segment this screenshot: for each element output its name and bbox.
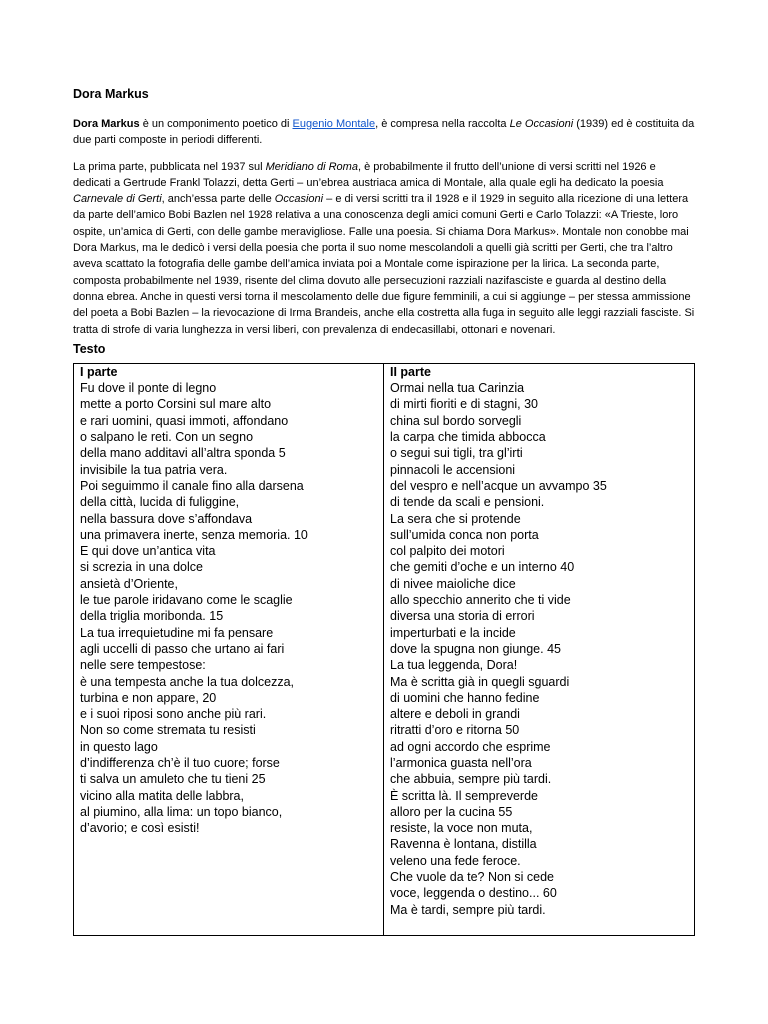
verse-line: ansietà d’Oriente, bbox=[80, 576, 178, 591]
verse-line: di nivee maioliche dice bbox=[390, 576, 516, 591]
verse-line: ti salva un amuleto che tu tieni 25 bbox=[80, 772, 266, 787]
verse-line: La tua irrequietudine mi fa pensare bbox=[80, 625, 274, 640]
verse-line: di tende da scali e pensioni. bbox=[390, 495, 545, 510]
verse-line: china sul bordo sorvegli bbox=[390, 413, 522, 428]
verse-line: sull’umida conca non porta bbox=[390, 527, 539, 542]
verse-line: Ma è tardi, sempre più tardi. bbox=[390, 902, 546, 917]
history-text-1: La prima parte, pubblicata nel 1937 sul bbox=[73, 160, 266, 173]
verse-line: della triglia moribonda. 15 bbox=[80, 609, 224, 624]
part2-heading: II parte bbox=[390, 364, 431, 379]
verse-line: Ravenna è lontana, distilla bbox=[390, 837, 537, 852]
document-content bbox=[73, 86, 696, 936]
verse-line: Poi seguimmo il canale fino alla darsena bbox=[80, 478, 304, 493]
collection-title: Le Occasioni bbox=[509, 118, 574, 130]
verse-line: Ormai nella tua Carinzia bbox=[390, 381, 525, 396]
verse-line: turbina e non appare, 20 bbox=[80, 690, 217, 705]
page-title: Dora Markus bbox=[73, 87, 149, 101]
history-text-4: – e di versi scritti tra il 1928 e il 1929 in seguito alla ricezione di una lettera da parte dell’amico Bobi Bazlen nel 1928 relativa a una conoscenza degli amici comuni Gerti e Carlo Tolazzi: «A Trieste, loro ospite, un’amica di Gerti, con delle gambe meravigliose. Falle una poesia. Si chiama Dora Markus». Montale non conobbe mai Dora Markus, ma le dedicò i versi della poesia che porta il suo nome mescolandoli a quelli già scritti per Gerti, che tra l’altro aveva scattato la fotografia delle gambe dell’amica inviata poi a Montale come ispirazione per la lirica. La seconda parte, composta probabilmente nel 1939, risente del clima dovuto alle persecuzioni razziali nazifasciste e guarda al destino della donna ebrea. Anche in questi versi torna il mescolamento delle due figure femminili, a cui si aggiunge – per stessa ammissione del poeta a Bobi Bazlen – la rievocazione di Irma Brandeis, anche ella costretta alla fuga in seguito alle leggi razziali fasciste. Si tratta di strofe di varia lunghezza in versi liberi, con prevalenza di endecasillabi, ottonari e novenari. bbox=[73, 193, 695, 336]
poem-row bbox=[74, 363, 695, 935]
verse-line: una primavera inerte, senza memoria. 10 bbox=[80, 527, 308, 542]
verse-line: agli uccelli di passo che urtano ai fari bbox=[80, 641, 285, 656]
verse-line: si screzia in una dolce bbox=[80, 560, 203, 575]
history-italic-2: Carnevale di Gerti bbox=[73, 193, 162, 206]
verse-line: di uomini che hanno fedine bbox=[390, 690, 540, 705]
verse-line: in questo lago bbox=[80, 739, 158, 754]
verse-line: l’armonica guasta nell’ora bbox=[390, 755, 532, 770]
history-text-2: , è probabilmente il frutto dell’unione di versi scritti nel 1926 e dedicati a Gertrude Frankl Tolazzi, detta Gerti – un’ebrea austriaca amica di Montale, alla quale egli ha dedicato la poesia bbox=[73, 160, 664, 189]
verse-line: ritratti d’oro e ritorna 50 bbox=[390, 723, 520, 738]
author-link[interactable]: Eugenio Montale bbox=[292, 118, 376, 130]
section-title: Testo bbox=[73, 341, 106, 356]
verse-line: pinnacoli le accensioni bbox=[390, 462, 516, 477]
intro-text-2: , è compresa nella raccolta bbox=[375, 118, 510, 130]
history-italic-1: Meridiano di Roma bbox=[265, 160, 358, 173]
history-text-3: , anch’essa parte delle bbox=[161, 193, 275, 206]
history-italic-3: Occasioni bbox=[274, 193, 324, 206]
intro-text-3: (1939) ed è costituita da due parti composte in periodi differenti. bbox=[73, 118, 695, 147]
intro-text-1: è un componimento poetico di bbox=[139, 118, 293, 130]
poem-table bbox=[73, 363, 695, 936]
intro-paragraph bbox=[73, 116, 696, 149]
verse-line: è una tempesta anche la tua dolcezza, bbox=[80, 674, 295, 689]
verse-line: La sera che si protende bbox=[390, 511, 521, 526]
verse-line: Che vuole da te? Non si cede bbox=[390, 870, 554, 885]
verse-line: nelle sere tempestose: bbox=[80, 658, 206, 673]
verse-line: mette a porto Corsini sul mare alto bbox=[80, 397, 272, 412]
verse-line: vicino alla matita delle labbra, bbox=[80, 788, 244, 803]
verse-line: o segui sui tigli, tra gl’irti bbox=[390, 446, 523, 461]
intro-bold-title: Dora Markus bbox=[73, 118, 140, 130]
verse-line: al piumino, alla lima: un topo bianco, bbox=[80, 804, 283, 819]
verse-line: La tua leggenda, Dora! bbox=[390, 658, 518, 673]
verse-line: che abbuia, sempre più tardi. bbox=[390, 772, 552, 787]
verse-line: Ma è scritta già in quegli sguardi bbox=[390, 674, 570, 689]
history-paragraph bbox=[73, 159, 696, 338]
verse-line: della città, lucida di fuliggine, bbox=[80, 495, 240, 510]
verse-line: del vespro e nell’acque un avvampo 35 bbox=[390, 478, 607, 493]
verse-line: dove la spugna non giunge. 45 bbox=[390, 641, 561, 656]
verse-line: che gemiti d’oche e un interno 40 bbox=[390, 560, 575, 575]
part1-verses bbox=[80, 380, 377, 836]
verse-line: le tue parole iridavano come le scaglie bbox=[80, 593, 293, 608]
verse-line: veleno una fede feroce. bbox=[390, 853, 521, 868]
verse-line: e rari uomini, quasi immoti, affondano bbox=[80, 413, 289, 428]
verse-line: È scritta là. Il sempreverde bbox=[390, 788, 538, 803]
verse-line: nella bassura dove s’affondava bbox=[80, 511, 253, 526]
verse-line: E qui dove un’antica vita bbox=[80, 544, 216, 559]
verse-line: diversa una storia di errori bbox=[390, 609, 535, 624]
verse-line: col palpito dei motori bbox=[390, 544, 505, 559]
verse-line: o salpano le reti. Con un segno bbox=[80, 430, 254, 445]
verse-line: resiste, la voce non muta, bbox=[390, 821, 533, 836]
part2-cell bbox=[384, 363, 695, 935]
verse-line: altere e deboli in grandi bbox=[390, 707, 520, 722]
verse-line: della mano additavi all’altra sponda 5 bbox=[80, 446, 286, 461]
verse-line: Fu dove il ponte di legno bbox=[80, 381, 217, 396]
verse-line: allo specchio annerito che ti vide bbox=[390, 593, 571, 608]
verse-line: imperturbati e la incide bbox=[390, 625, 516, 640]
verse-line: ad ogni accordo che esprime bbox=[390, 739, 551, 754]
part1-cell bbox=[74, 363, 384, 935]
verse-line: voce, leggenda o destino... 60 bbox=[390, 886, 557, 901]
verse-line: d’avorio; e così esisti! bbox=[80, 821, 200, 836]
part1-heading: I parte bbox=[80, 364, 118, 379]
verse-line: e i suoi riposi sono anche più rari. bbox=[80, 707, 267, 722]
part2-verses bbox=[390, 380, 688, 918]
verse-line: di mirti fioriti e di stagni, 30 bbox=[390, 397, 538, 412]
verse-line: invisibile la tua patria vera. bbox=[80, 462, 228, 477]
verse-line: Non so come stremata tu resisti bbox=[80, 723, 256, 738]
verse-line: d’indifferenza ch’è il tuo cuore; forse bbox=[80, 755, 280, 770]
verse-line: alloro per la cucina 55 bbox=[390, 804, 513, 819]
verse-line: la carpa che timida abbocca bbox=[390, 430, 546, 445]
